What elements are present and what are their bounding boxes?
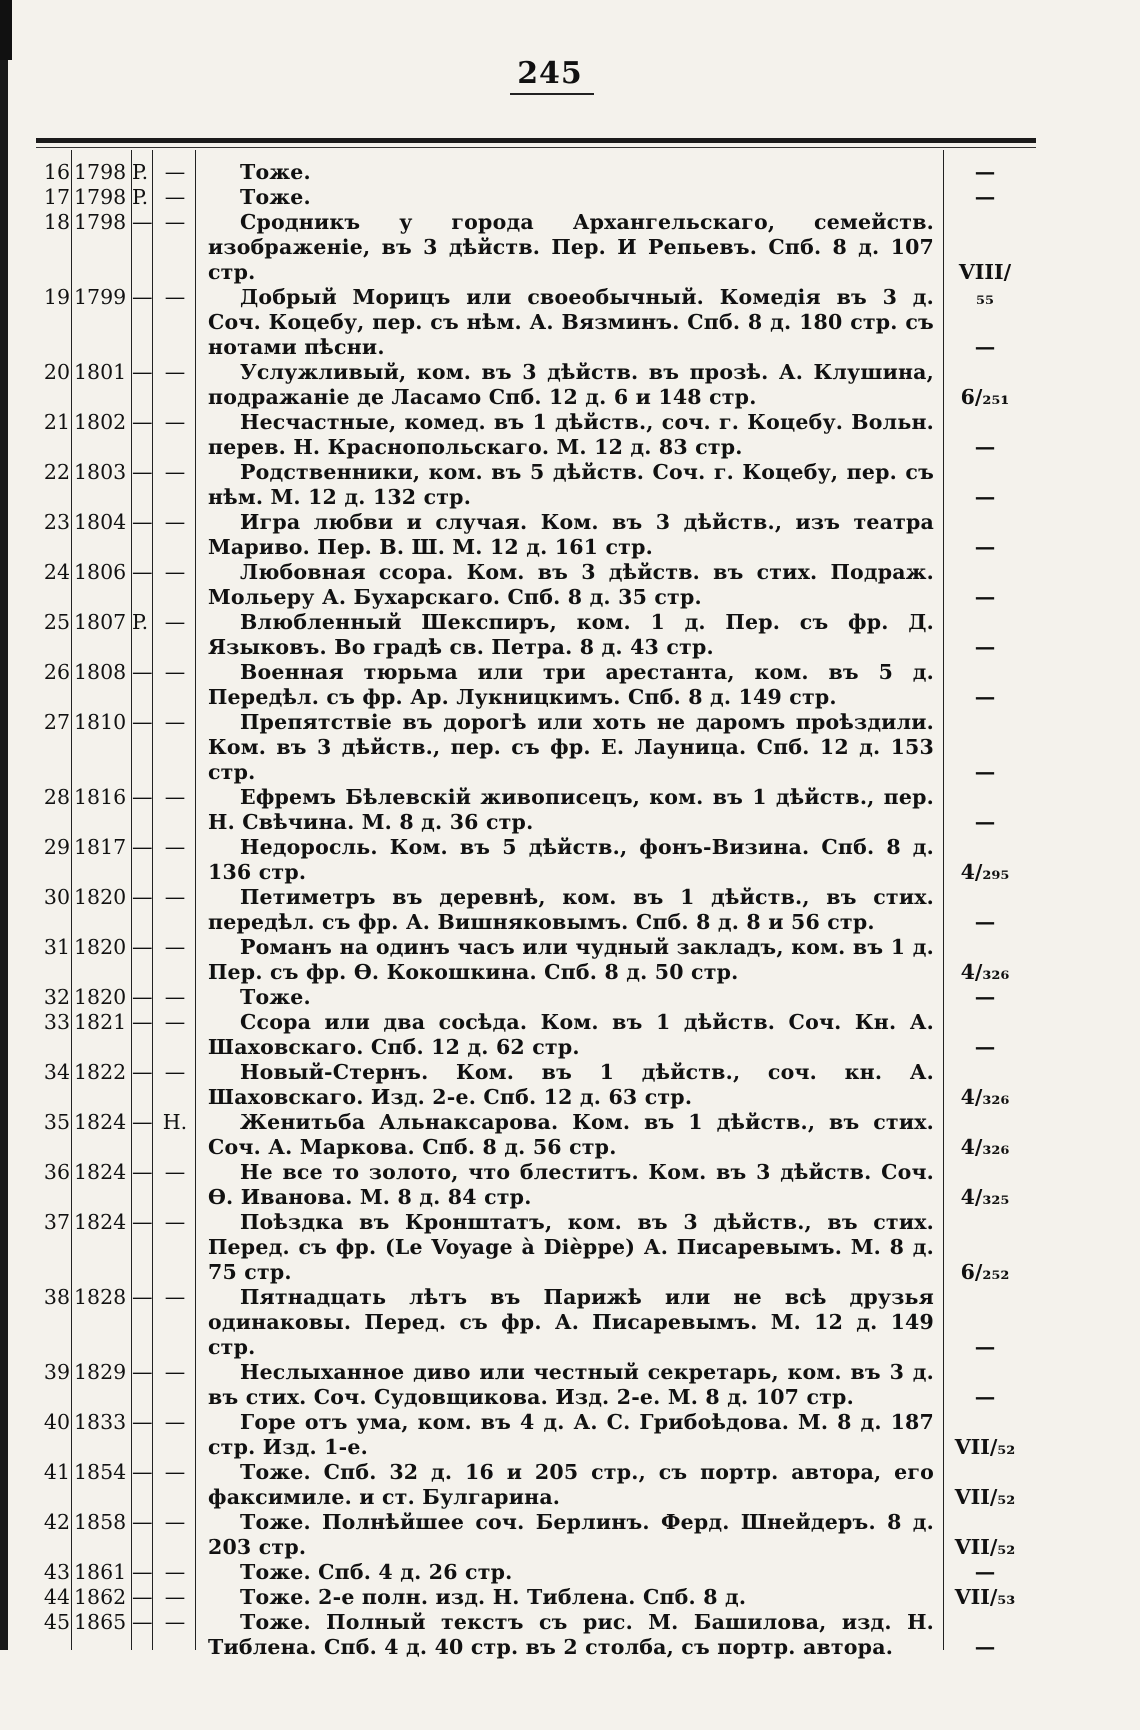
entry-number: 44 (43, 1585, 70, 1609)
entry-number: 29 (43, 835, 70, 859)
entry-number: 20 (43, 360, 70, 384)
entry-reference-mark: — (974, 535, 996, 559)
entry-number: 27 (43, 710, 70, 734)
table-row (0, 1510, 1140, 1560)
entry-description: Тоже. Спб. 32 д. 16 и 205 стр., съ портр. автора, его факсимиле. и ст. Булгарина. (208, 1460, 934, 1509)
entry-col-b: — (164, 1010, 186, 1034)
entry-description: Услужливый, ком. въ 3 дѣйств. въ прозѣ. А. Клушина, подражаніе де Ласамо Спб. 12 д. 6 и 148 стр. (208, 360, 934, 409)
entry-col-a: — (132, 360, 153, 384)
entry-col-b: — (164, 1160, 186, 1184)
entry-col-a: — (132, 560, 153, 584)
entry-col-a: — (132, 1285, 153, 1309)
entry-description: Несчастные, комед. въ 1 дѣйств., соч. г. Коцебу. Вольн. перев. Н. Краснопольскаго. М. 12 д. 83 стр. (208, 410, 934, 459)
entry-number: 26 (43, 660, 70, 684)
entry-year: 1824 (74, 1160, 127, 1184)
entry-col-b: — (164, 835, 186, 859)
entry-description: Препятствіе въ дорогѣ или хоть не даромъ проѣздили. Ком. въ 3 дѣйств., пер. съ фр. Е. Лауница. Спб. 12 д. 153 стр. (208, 710, 934, 784)
entry-year: 1865 (74, 1610, 127, 1634)
entry-col-b: H. (162, 1110, 188, 1134)
table-row (0, 935, 1140, 985)
entry-col-a: — (132, 1560, 153, 1584)
entry-reference-mark: — (974, 685, 996, 709)
entry-reference-mark: — (974, 810, 996, 834)
entry-col-a: — (132, 1160, 153, 1184)
table-row (0, 835, 1140, 885)
entry-description: Тоже. 2-е полн. изд. Н. Тиблена. Спб. 8 д. (240, 1585, 747, 1609)
entry-col-a: — (132, 1210, 153, 1234)
entry-reference-mark: 6/₂₅₂ (960, 1260, 1010, 1284)
entry-description: Военная тюрьма или три арестанта, ком. въ 5 д. Передѣл. съ фр. Ар. Лукницкимъ. Спб. 8 д. 149 стр. (208, 660, 934, 709)
table-row (0, 1110, 1140, 1160)
entry-reference-mark: — (974, 485, 996, 509)
entry-col-a: P. (132, 160, 149, 184)
page-number-underline (510, 93, 594, 95)
entry-col-b: — (164, 1510, 186, 1534)
entry-col-a: — (132, 1410, 153, 1434)
entry-col-b: — (164, 785, 186, 809)
entry-year: 1822 (74, 1060, 127, 1084)
entry-number: 17 (43, 185, 70, 209)
entry-reference-mark: — (974, 985, 996, 1009)
entry-reference-mark: VII/₅₂ (954, 1435, 1016, 1459)
entry-number: 35 (43, 1110, 70, 1134)
entry-description: Тоже. Полнѣйшее соч. Берлинъ. Ферд. Шнейдеръ. 8 д. 203 стр. (208, 1510, 934, 1559)
entry-col-b: — (164, 410, 186, 434)
entry-year: 1854 (74, 1460, 127, 1484)
entry-number: 21 (43, 410, 70, 434)
entry-col-b: — (164, 1410, 186, 1434)
entry-col-b: — (164, 460, 186, 484)
entry-col-a: — (132, 410, 153, 434)
entry-reference-mark: — (974, 1385, 996, 1409)
entry-col-b: — (164, 160, 186, 184)
table-row (0, 285, 1140, 360)
table-row (0, 1410, 1140, 1460)
entry-col-b: — (164, 1060, 186, 1084)
entry-number: 42 (43, 1510, 70, 1534)
entry-col-a: — (132, 1060, 153, 1084)
table-row (0, 1360, 1140, 1410)
entry-description: Тоже. (240, 985, 311, 1009)
entry-col-a: — (132, 510, 153, 534)
entry-col-a: — (132, 1010, 153, 1034)
entry-col-a: — (132, 935, 153, 959)
entry-col-a: — (132, 210, 153, 234)
entry-number: 37 (43, 1210, 70, 1234)
entry-col-b: — (164, 510, 186, 534)
entry-year: 1817 (74, 835, 127, 859)
entry-col-b: — (164, 185, 186, 209)
entry-reference-mark: — (974, 1335, 996, 1359)
entry-reference-mark: — (974, 185, 996, 209)
entry-year: 1862 (74, 1585, 127, 1609)
entry-number: 45 (43, 1610, 70, 1634)
entry-reference-mark: — (974, 910, 996, 934)
table-row (0, 1210, 1140, 1285)
table-row (0, 1585, 1140, 1610)
table-row (0, 1560, 1140, 1585)
entry-year: 1824 (74, 1110, 127, 1134)
entry-reference-mark: — (974, 435, 996, 459)
entry-col-b: — (164, 935, 186, 959)
entry-year: 1798 (74, 210, 127, 234)
table-row (0, 1285, 1140, 1360)
entry-year: 1833 (74, 1410, 127, 1434)
entry-number: 22 (43, 460, 70, 484)
entry-col-a: — (132, 1585, 153, 1609)
entry-description: Родственники, ком. въ 5 дѣйств. Соч. г. Коцебу, пер. съ нѣм. М. 12 д. 132 стр. (208, 460, 934, 509)
entry-reference-mark: 4/₂₉₅ (960, 860, 1010, 884)
entry-number: 36 (43, 1160, 70, 1184)
entry-reference-mark: 4/₃₂₆ (960, 960, 1010, 984)
table-row (0, 1060, 1140, 1110)
table-row (0, 660, 1140, 710)
table-row (0, 985, 1140, 1010)
entry-year: 1816 (74, 785, 127, 809)
entry-col-b: — (164, 610, 186, 634)
entry-description: Пятнадцать лѣтъ въ Парижѣ или не всѣ друзья одинаковы. Перед. съ фр. А. Писаревымъ. М. 12 д. 149 стр. (208, 1285, 934, 1359)
entry-year: 1804 (74, 510, 127, 534)
entry-reference-mark: — (974, 1635, 996, 1659)
entry-number: 23 (43, 510, 70, 534)
table-top-rule-thin (36, 147, 1036, 148)
entry-year: 1798 (74, 185, 127, 209)
entry-year: 1803 (74, 460, 127, 484)
entry-year: 1806 (74, 560, 127, 584)
entry-number: 28 (43, 785, 70, 809)
entry-description: Романъ на одинъ часъ или чудный закладъ, ком. въ 1 д. Пер. съ фр. Ѳ. Кокошкина. Спб. 8 д. 50 стр. (208, 935, 934, 984)
entry-year: 1820 (74, 985, 127, 1009)
entry-number: 33 (43, 1010, 70, 1034)
bibliography-table (0, 160, 1140, 1660)
table-row (0, 710, 1140, 785)
entry-description: Поѣздка въ Кронштатъ, ком. въ 3 дѣйств., въ стих. Перед. съ фр. (Le Voyage à Dièppe) А. Писаревымъ. М. 8 д. 75 стр. (208, 1210, 934, 1284)
entry-reference-mark: — (974, 635, 996, 659)
entry-year: 1810 (74, 710, 127, 734)
table-top-rule (36, 138, 1036, 143)
entry-number: 41 (43, 1460, 70, 1484)
table-row (0, 510, 1140, 560)
table-row (0, 885, 1140, 935)
entry-year: 1808 (74, 660, 127, 684)
entry-reference-mark: VII/₅₃ (954, 1585, 1016, 1609)
entry-reference-mark: — (974, 160, 996, 184)
page-corner-shadow (0, 0, 12, 60)
entry-reference-mark: 4/₃₂₅ (960, 1185, 1010, 1209)
entry-number: 25 (43, 610, 70, 634)
table-row (0, 560, 1140, 610)
entry-col-b: — (164, 1610, 186, 1634)
entry-description: Любовная ссора. Ком. въ 3 дѣйств. въ стих. Подраж. Мольеру А. Бухарскаго. Спб. 8 д. 35 стр. (208, 560, 934, 609)
entry-description: Новый-Стернъ. Ком. въ 1 дѣйств., соч. кн. А. Шаховскаго. Изд. 2-е. Спб. 12 д. 63 стр. (208, 1060, 934, 1109)
table-row (0, 360, 1140, 410)
entry-reference-mark: 6/₂₅₁ (960, 385, 1010, 409)
entry-col-a: — (132, 885, 153, 909)
entry-reference-mark: VII/₅₂ (954, 1485, 1016, 1509)
entry-col-a: — (132, 285, 153, 309)
entry-col-b: — (164, 885, 186, 909)
entry-reference-mark: — (974, 760, 996, 784)
table-row (0, 785, 1140, 835)
entry-number: 39 (43, 1360, 70, 1384)
entry-reference-mark: 4/₃₂₆ (960, 1135, 1010, 1159)
entry-number: 32 (43, 985, 70, 1009)
entry-number: 38 (43, 1285, 70, 1309)
entry-col-b: — (164, 1560, 186, 1584)
entry-year: 1829 (74, 1360, 127, 1384)
table-row (0, 185, 1140, 210)
entry-number: 43 (43, 1560, 70, 1584)
page-number: 245 (517, 56, 583, 91)
entry-col-a: P. (132, 185, 149, 209)
entry-description: Ефремъ Бѣлевскій живописецъ, ком. въ 1 дѣйств., пер. Н. Свѣчина. М. 8 д. 36 стр. (208, 785, 934, 834)
table-row (0, 410, 1140, 460)
entry-year: 1820 (74, 885, 127, 909)
entry-number: 40 (43, 1410, 70, 1434)
entry-description: Тоже. (240, 160, 311, 184)
entry-description: Женитьба Альнаксарова. Ком. въ 1 дѣйств., въ стих. Соч. А. Маркова. Спб. 8 д. 56 стр. (208, 1110, 934, 1159)
entry-number: 30 (43, 885, 70, 909)
entry-year: 1821 (74, 1010, 127, 1034)
table-row (0, 460, 1140, 510)
entry-col-a: — (132, 785, 153, 809)
entry-col-a: — (132, 1110, 153, 1134)
entry-description: Петиметръ въ деревнѣ, ком. въ 1 дѣйств., въ стих. передѣл. съ фр. А. Вишняковымъ. Спб. 8 д. 8 и 56 стр. (208, 885, 934, 934)
entry-col-b: — (164, 560, 186, 584)
entry-col-b: — (164, 360, 186, 384)
entry-number: 18 (43, 210, 70, 234)
entry-year: 1820 (74, 935, 127, 959)
table-row (0, 1460, 1140, 1510)
entry-col-b: — (164, 1460, 186, 1484)
entry-description: Игра любви и случая. Ком. въ 3 дѣйств., изъ театра Мариво. Пер. В. Ш. М. 12 д. 161 стр. (208, 510, 934, 559)
entry-col-a: — (132, 835, 153, 859)
entry-col-a: P. (132, 610, 149, 634)
entry-year: 1861 (74, 1560, 127, 1584)
entry-col-b: — (164, 285, 186, 309)
entry-description: Сродникъ у города Архангельскаго, семейств. изображеніе, въ 3 дѣйств. Пер. И Репьевъ. Спб. 8 д. 107 стр. (208, 210, 934, 284)
entry-reference-mark: VIII/₅₅ (958, 260, 1012, 309)
entry-number: 31 (43, 935, 70, 959)
entry-description: Не все то золото, что блеститъ. Ком. въ 3 дѣйств. Соч. Ѳ. Иванова. М. 8 д. 84 стр. (208, 1160, 934, 1209)
entry-year: 1858 (74, 1510, 127, 1534)
entry-col-b: — (164, 660, 186, 684)
entry-description: Горе отъ ума, ком. въ 4 д. А. С. Грибоѣдова. М. 8 д. 187 стр. Изд. 1-е. (208, 1410, 934, 1459)
entry-description: Ссора или два сосѣда. Ком. въ 1 дѣйств. Соч. Кн. А. Шаховскаго. Спб. 12 д. 62 стр. (208, 1010, 934, 1059)
entry-description: Тоже. (240, 185, 311, 209)
entry-col-a: — (132, 660, 153, 684)
entry-description: Недоросль. Ком. въ 5 дѣйств., фонъ-Визина. Спб. 8 д. 136 стр. (208, 835, 934, 884)
entry-col-b: — (164, 210, 186, 234)
table-row (0, 1010, 1140, 1060)
entry-description: Тоже. Спб. 4 д. 26 стр. (240, 1560, 513, 1584)
entry-number: 19 (43, 285, 70, 309)
entry-year: 1802 (74, 410, 127, 434)
entry-col-a: — (132, 1460, 153, 1484)
entry-description: Тоже. Полный текстъ съ рис. М. Башилова, изд. Н. Тиблена. Спб. 4 д. 40 стр. въ 2 столба, съ портр. автора. (208, 1610, 934, 1659)
entry-year: 1798 (74, 160, 127, 184)
entry-col-a: — (132, 985, 153, 1009)
entry-reference-mark: — (974, 1035, 996, 1059)
entry-col-b: — (164, 1285, 186, 1309)
entry-col-a: — (132, 1360, 153, 1384)
entry-col-a: — (132, 1510, 153, 1534)
entry-year: 1799 (74, 285, 127, 309)
entry-number: 34 (43, 1060, 70, 1084)
entry-number: 16 (43, 160, 70, 184)
table-row (0, 1610, 1140, 1660)
entry-reference-mark: — (974, 1560, 996, 1584)
entry-reference-mark: — (974, 585, 996, 609)
entry-reference-mark: — (974, 335, 996, 359)
entry-year: 1807 (74, 610, 127, 634)
table-row (0, 1160, 1140, 1210)
table-row (0, 160, 1140, 185)
entry-description: Влюбленный Шекспиръ, ком. 1 д. Пер. съ фр. Д. Языковъ. Во градѣ св. Петра. 8 д. 43 стр. (208, 610, 934, 659)
entry-reference-mark: VII/₅₂ (954, 1535, 1016, 1559)
entry-col-b: — (164, 1585, 186, 1609)
entry-reference-mark: 4/₃₂₆ (960, 1085, 1010, 1109)
entry-col-b: — (164, 710, 186, 734)
entry-col-a: — (132, 460, 153, 484)
entry-col-b: — (164, 1360, 186, 1384)
entry-col-a: — (132, 710, 153, 734)
entry-description: Неслыханное диво или честный секретарь, ком. въ 3 д. въ стих. Соч. Судовщикова. Изд. 2-е. М. 8 д. 107 стр. (208, 1360, 934, 1409)
entry-year: 1824 (74, 1210, 127, 1234)
entry-col-b: — (164, 985, 186, 1009)
entry-description: Добрый Морицъ или своеобычный. Комедія въ 3 д. Соч. Коцебу, пер. съ нѣм. А. Вязминъ. Спб. 8 д. 180 стр. съ нотами пѣсни. (208, 285, 934, 359)
entry-col-a: — (132, 1610, 153, 1634)
entry-number: 24 (43, 560, 70, 584)
entry-year: 1801 (74, 360, 127, 384)
entry-year: 1828 (74, 1285, 127, 1309)
table-row (0, 610, 1140, 660)
entry-col-b: — (164, 1210, 186, 1234)
